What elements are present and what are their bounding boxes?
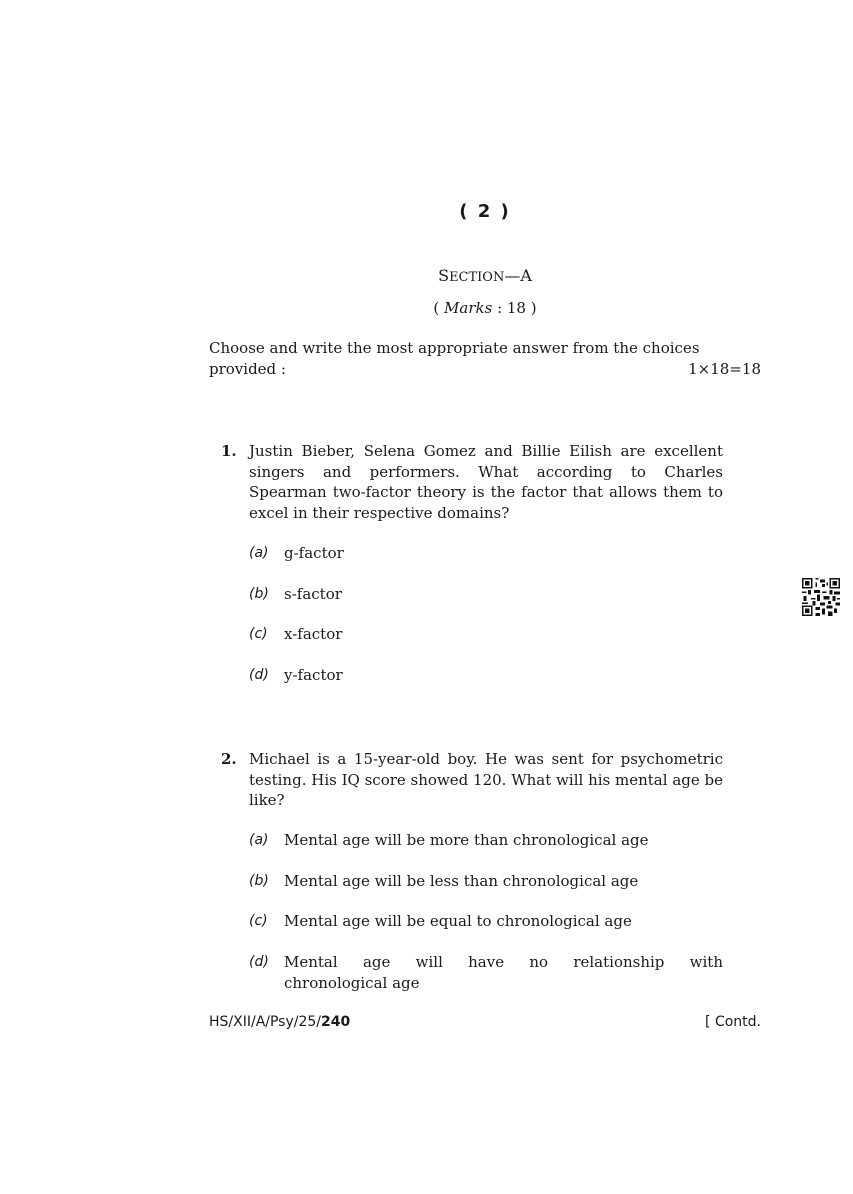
option-text-line1: Mental age will have no relationship with	[284, 953, 723, 971]
instructions-line1: Choose and write the most appropriate answer from the choices	[209, 339, 700, 357]
option-text: Mental age will be equal to chronological age	[284, 912, 632, 930]
option-c	[249, 911, 723, 932]
option-a	[249, 543, 723, 564]
instructions-row2	[209, 359, 761, 380]
marks-scheme: 1×18=18	[688, 360, 761, 378]
section-title-suffix: —A	[504, 266, 532, 285]
option-label: (b)	[249, 586, 269, 602]
question-number: 1.	[221, 442, 237, 460]
option-b	[249, 871, 723, 892]
section-title-prefix: S	[438, 266, 450, 285]
option-c	[249, 624, 723, 645]
paper-code	[209, 1014, 350, 1030]
option-text: y-factor	[284, 666, 343, 684]
option-label: (c)	[249, 626, 268, 642]
option-text: s-factor	[284, 585, 342, 603]
paper-code-number: 240	[321, 1014, 351, 1030]
question-2	[209, 749, 723, 992]
question-text: Justin Bieber, Selena Gomez and Billie Eilish are excellent singers and performers. What according to Charles Spearman two-factor theory is the factor that allows them to excel in their respective domains?	[249, 442, 723, 522]
continued-label: [ Contd.	[705, 1014, 761, 1030]
marks-value: : 18 )	[492, 299, 537, 317]
option-a	[249, 830, 723, 851]
instructions-line2: provided :	[209, 360, 286, 378]
option-text: Mental age will be more than chronological age	[284, 831, 649, 849]
question-number: 2.	[221, 750, 237, 768]
section-title	[0, 266, 853, 285]
instructions	[209, 338, 761, 380]
qr-code-icon	[802, 578, 840, 616]
option-text-line2: chronological age	[284, 974, 420, 992]
section-marks	[0, 299, 853, 317]
option-label: (b)	[249, 873, 269, 889]
question-text: Michael is a 15-year-old boy. He was sent for psychometric testing. His IQ score showed 120. What will his mental age be like?	[249, 750, 723, 809]
paper-code-prefix: HS/XII/A/Psy/25/	[209, 1014, 322, 1030]
option-d	[249, 665, 723, 686]
option-d	[249, 952, 723, 994]
marks-open: (	[433, 299, 445, 317]
option-text: Mental age will be less than chronological age	[284, 872, 639, 890]
option-text: x-factor	[284, 625, 343, 643]
page-number: ( 2 )	[459, 201, 511, 222]
option-label: (d)	[249, 954, 269, 970]
footer	[209, 1014, 761, 1030]
option-label: (a)	[249, 545, 269, 561]
section-title-smallcaps: ECTION	[449, 270, 505, 285]
option-label: (d)	[249, 667, 269, 683]
option-label: (a)	[249, 832, 269, 848]
question-1	[209, 441, 723, 684]
option-label: (c)	[249, 913, 268, 929]
marks-label: Marks	[444, 299, 493, 317]
option-b	[249, 584, 723, 605]
option-text: g-factor	[284, 544, 344, 562]
